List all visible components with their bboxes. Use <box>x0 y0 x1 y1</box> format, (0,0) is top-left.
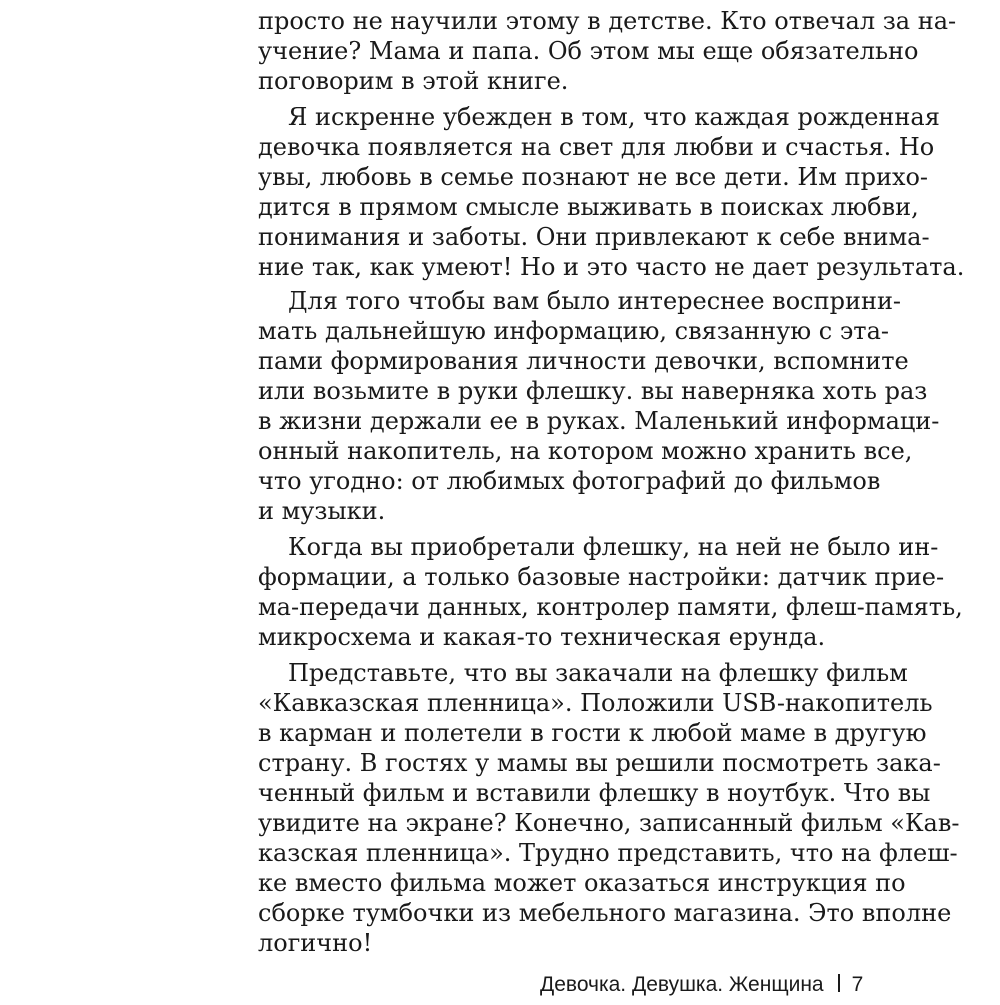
text-line: сборке тумбочки из мебельного магазина. Это вполне <box>258 899 952 927</box>
text-line: логично! <box>258 929 373 957</box>
text-line: формации, а только базовые настройки: датчик прие- <box>258 563 945 591</box>
text-line: Я искренне убежден в том, что каждая рожденная <box>288 103 940 131</box>
page-number: 7 <box>851 973 864 996</box>
text-line: «Кавказская пленница». Положили USB-накопитель <box>258 689 933 717</box>
text-line: пами формирования личности девочки, вспомните <box>258 347 909 375</box>
footer-separator <box>838 974 840 992</box>
text-line: понимания и заботы. Они привлекают к себе внима- <box>258 223 930 251</box>
text-line: ма-передачи данных, контролер памяти, флеш-память, <box>258 593 963 621</box>
text-line: дится в прямом смысле выживать в поисках любви, <box>258 193 919 221</box>
book-title: Девочка. Девушка. Женщина <box>540 973 824 996</box>
text-line: увы, любовь в семье познают не все дети. Им прихо- <box>258 163 929 191</box>
text-line: онный накопитель, на котором можно хранить все, <box>258 437 913 465</box>
text-line: учение? Мама и папа. Об этом мы еще обязательно <box>258 37 919 65</box>
running-footer <box>540 965 864 1005</box>
text-line: казская пленница». Трудно представить, что на флеш- <box>258 839 958 867</box>
text-line: Для того чтобы вам было интереснее восприни- <box>288 287 902 315</box>
text-line: страну. В гостях у мамы вы решили посмотреть зака- <box>258 749 941 777</box>
text-line: ке вместо фильма может оказаться инструкция по <box>258 869 906 897</box>
text-line: или возьмите в руки флешку. вы наверняка хоть раз <box>258 377 928 405</box>
text-line: Когда вы приобретали флешку, на ней не было ин- <box>288 533 939 561</box>
text-line: что угодно: от любимых фотографий до фильмов <box>258 467 881 495</box>
text-line: мать дальнейшую информацию, связанную с эта- <box>258 317 889 345</box>
text-line: увидите на экране? Конечно, записанный фильм «Кав- <box>258 809 960 837</box>
text-line: в карман и полетели в гости к любой маме в другую <box>258 719 927 747</box>
text-line: поговорим в этой книге. <box>258 67 569 95</box>
text-line: просто не научили этому в детстве. Кто отвечал за на- <box>258 7 957 35</box>
text-line: ние так, как умеют! Но и это часто не дает результата. <box>258 253 965 281</box>
text-line: в жизни держали ее в руках. Маленький информаци- <box>258 407 940 435</box>
text-line: и музыки. <box>258 497 386 525</box>
text-line: микросхема и какая-то техническая ерунда. <box>258 623 826 651</box>
text-line: девочка появляется на свет для любви и счастья. Но <box>258 133 935 161</box>
text-line: Представьте, что вы закачали на флешку фильм <box>288 659 908 687</box>
text-line: ченный фильм и вставили флешку в ноутбук. Что вы <box>258 779 931 807</box>
